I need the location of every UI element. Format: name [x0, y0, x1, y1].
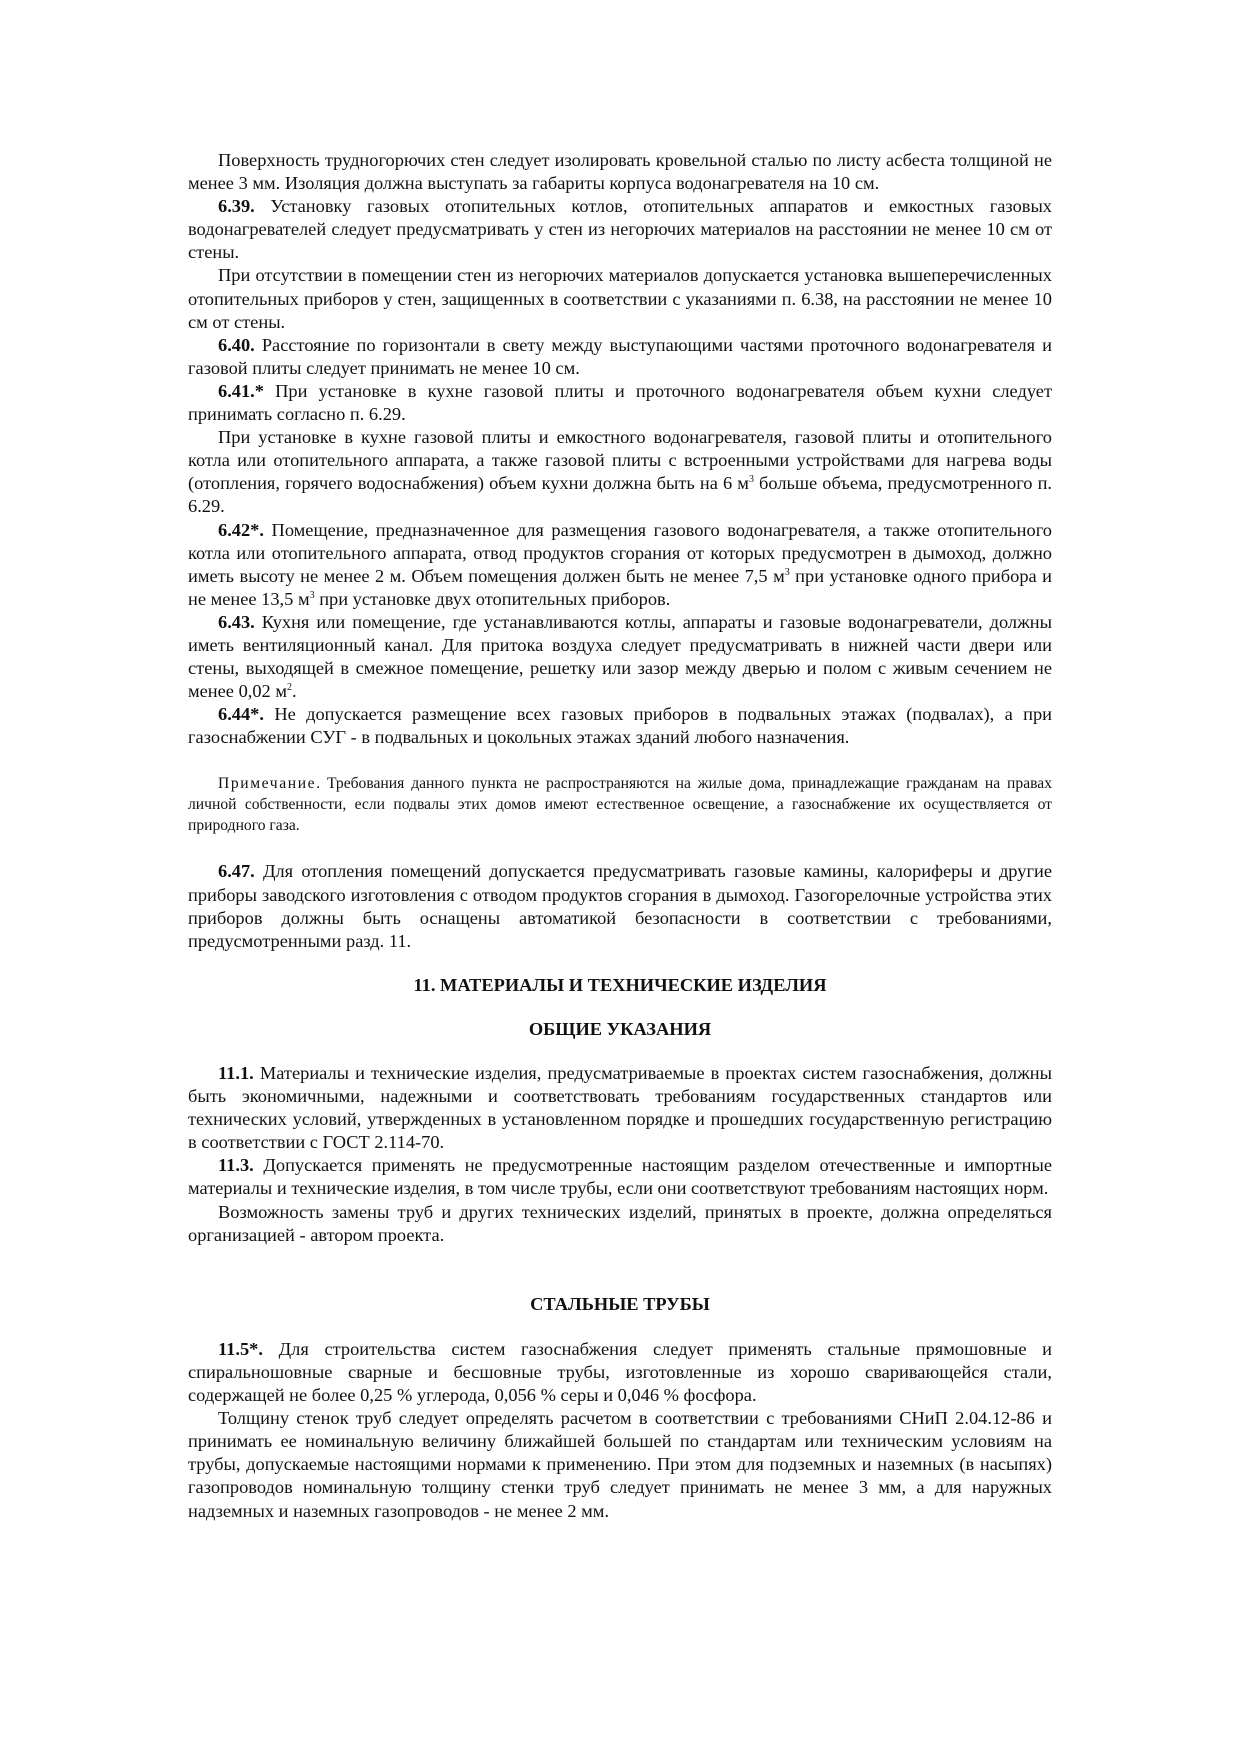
paragraph-6-39 — [188, 195, 1052, 264]
paragraph-6-40 — [188, 334, 1052, 380]
paragraph-6-47 — [188, 860, 1052, 952]
paragraph-text: Установку газовых отопительных котлов, отопительных аппаратов и емкостных газовых водонагревателей следует предусматривать у стен из негорючих материалов на расстоянии не менее 10 см от стены. — [188, 196, 1052, 263]
note-label: Примечание — [218, 775, 317, 793]
paragraph-text: Для отопления помещений допускается предусматривать газовые камины, калориферы и другие приборы заводского изготовления с отводом продуктов сгорания в дымоход. Газогорелочные устройства этих приборов должны быть оснащены автоматикой безопасности в соответствии с требованиями, предусмотренными разд. 11. — [188, 861, 1052, 951]
paragraph-11-3-cont — [188, 1201, 1052, 1247]
paragraph-6-44 — [188, 703, 1052, 749]
paragraph-text: Не допускается размещение всех газовых приборов в подвальных этажах (подвалах), а при газоснабжении СУГ - в подвальных и цокольных этажах зданий любого назначения. — [188, 704, 1052, 748]
subsection-heading-steel-pipes: СТАЛЬНЫЕ ТРУБЫ — [530, 1293, 710, 1314]
clause-number: 11.1. — [218, 1063, 254, 1083]
paragraph-6-41 — [188, 380, 1052, 426]
subsection-heading-general: ОБЩИЕ УКАЗАНИЯ — [528, 1018, 712, 1039]
paragraph-text: при установке двух отопительных приборов. — [314, 588, 671, 609]
superscript: 2 — [286, 682, 292, 694]
paragraph-11-1 — [188, 1062, 1052, 1154]
paragraph-text: Для строительства систем газоснабжения следует применять стальные прямошовные и спиральношовные сварные и бесшовные трубы, изготовленные из хорошо сваривающейся стали, содержащей не более 0,25 % углерода, 0,056 % серы и 0,046 % фосфора. — [188, 1338, 1052, 1406]
clause-number: 11.3. — [218, 1155, 254, 1176]
note-text: . Требования данного пункта не распространяются на жилые дома, принадлежащие гражданам на правах личной собственности, если подвалы этих домов имеют естественное освещение, а газоснабжение их осуществляется от природного газа. — [188, 775, 1052, 835]
paragraph-text: при установке одного прибора и не менее 13,5 м — [188, 565, 1052, 609]
paragraph-text: При установке в кухне газовой плиты и емкостного водонагревателя, газовой плиты и отопительного котла или отопительного аппарата, а также газовой плиты с встроенными устройствами для нагрева воды (отопления, горячего водоснабжения) объем кухни должна быть на 6 м — [188, 427, 1052, 494]
superscript: 3 — [309, 589, 315, 601]
clause-number: 6.47. — [218, 861, 255, 882]
clause-number: 6.42*. — [218, 519, 264, 540]
paragraph-11-3 — [188, 1154, 1052, 1200]
document-page — [188, 149, 1052, 1523]
paragraph-text: Возможность замены труб и других технических изделий, принятых в проекте, должна определяться организацией - автором проекта. — [188, 1201, 1052, 1245]
paragraph-11-5 — [188, 1338, 1052, 1407]
note-block — [188, 773, 1052, 836]
paragraph-text: Поверхность трудногорючих стен следует изолировать кровельной сталью по листу асбеста толщиной не менее 3 мм. Изоляция должна выступать за габариты корпуса водонагревателя на 10 см. — [188, 150, 1052, 194]
paragraph-surface-insulation — [188, 149, 1052, 195]
paragraph-text: Помещение, предназначенное для размещения газового водонагревателя, а также отопительного котла или отопительного аппарата, отвод продуктов сгорания от которых предусмотрен в дымоход, должно иметь высоту не менее 2 м. Объем помещения должен быть не менее 7,5 м — [188, 519, 1052, 586]
paragraph-6-39-cont — [188, 264, 1052, 333]
section-heading: 11. МАТЕРИАЛЫ И ТЕХНИЧЕСКИЕ ИЗДЕЛИЯ — [413, 974, 827, 995]
clause-number: 6.39. — [218, 196, 255, 217]
paragraph-6-41-cont — [188, 426, 1052, 518]
paragraph-text: Кухня или помещение, где устанавливаются котлы, аппараты и газовые водонагреватели, должны иметь вентиляционный канал. Для притока воздуха следует предусматривать в нижней части двери или стены, выходящей в смежное помещение, решетку или зазор между дверью и полом с живым сечением не менее 0,02 м — [188, 611, 1052, 702]
paragraph-text: Толщину стенок труб следует определять расчетом в соответствии с требованиями СНиП 2.04.12-86 и принимать ее номинальную величину ближайшей большей по стандартам или техническим условиям на трубы, допускаемые настоящими нормами к применению. При этом для подземных и наземных (в насыпях) газопроводов номинальную толщину стенки труб следует принимать не менее 3 мм, а для наружных надземных и наземных газопроводов - не менее 2 мм. — [188, 1408, 1052, 1521]
clause-number: 6.40. — [218, 334, 255, 355]
paragraph-text: При установке в кухне газовой плиты и проточного водонагревателя объем кухни следует принимать согласно п. 6.29. — [188, 380, 1052, 425]
clause-number: 6.41.* — [218, 380, 264, 401]
paragraph-text: больше объема, предусмотренного п. 6.29. — [188, 473, 1053, 517]
paragraph-11-5-cont — [188, 1407, 1052, 1522]
clause-number: 6.44*. — [218, 704, 264, 725]
paragraph-6-42 — [188, 519, 1052, 611]
paragraph-6-43 — [188, 611, 1052, 703]
clause-number: 11.5*. — [218, 1338, 263, 1359]
paragraph-text: Материалы и технические изделия, предусматриваемые в проектах систем газоснабжения, должны быть экономичными, надежными и соответствовать требованиям государственных стандартов или технических условий, утвержденных в установленном порядке и прошедших государственную регистрацию в соответствии с ГОСТ 2.114-70. — [188, 1063, 1052, 1153]
paragraph-text: Допускается применять не предусмотренные настоящим разделом отечественные и импортные материалы и технические изделия, в том числе трубы, если они соответствуют требованиям настоящих норм. — [188, 1155, 1052, 1199]
superscript: 3 — [784, 566, 790, 578]
paragraph-text: При отсутствии в помещении стен из негорючих материалов допускается установка вышеперечисленных отопительных приборов у стен, защищенных в соответствии с указаниями п. 6.38, на расстоянии не менее 10 см от стены. — [188, 265, 1052, 332]
clause-number: 6.43. — [218, 611, 255, 632]
paragraph-text: . — [291, 681, 297, 702]
paragraph-text: Расстояние по горизонтали в свету между выступающими частями проточного водонагревателя и газовой плиты следует принимать не менее 10 см. — [188, 334, 1052, 378]
superscript: 3 — [748, 474, 754, 486]
